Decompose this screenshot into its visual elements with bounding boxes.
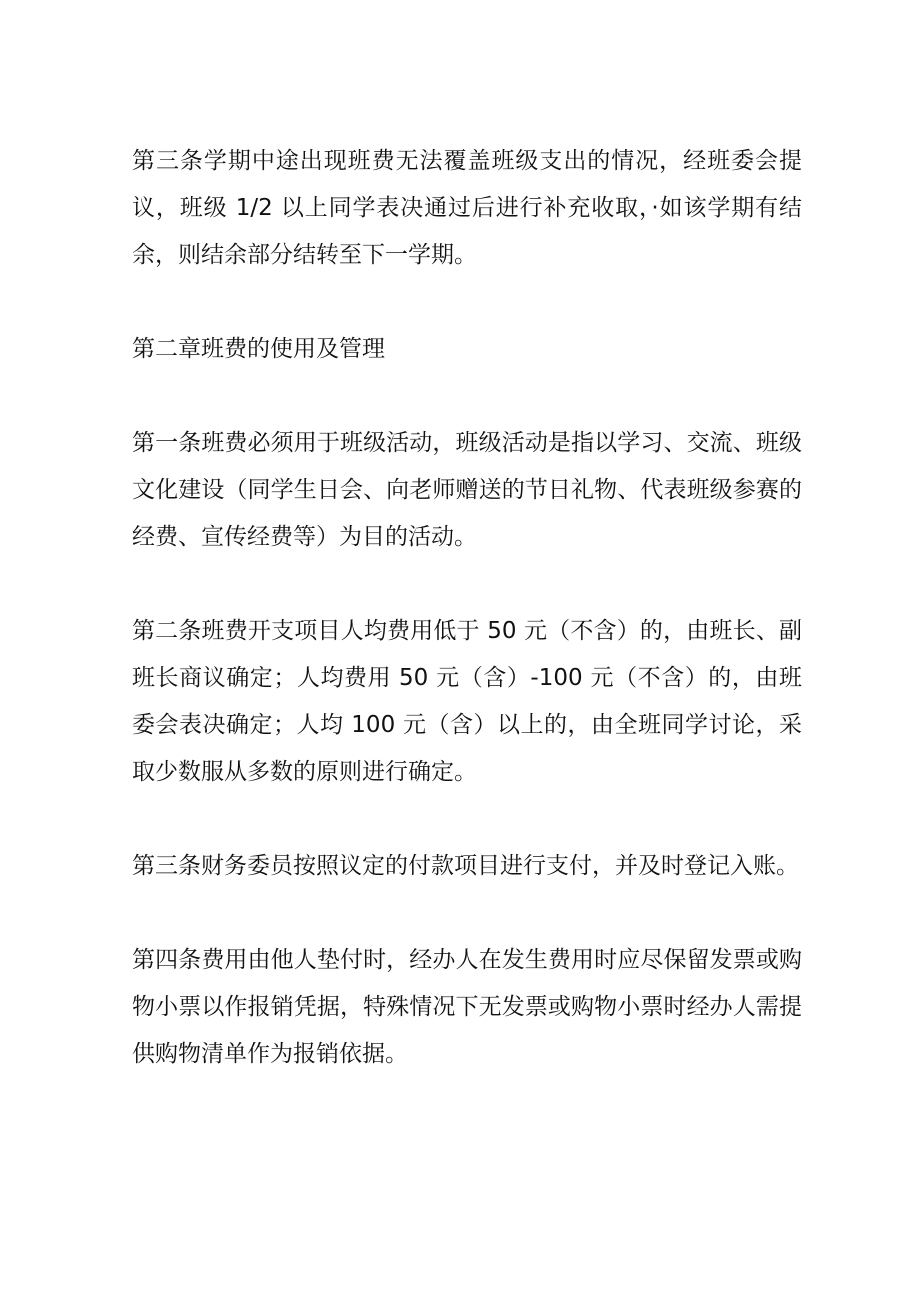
article-2-approval-paragraph: 第二条班费开支项目人均费用低于 50 元（不含）的，由班长、副班长商议确定；人均费用 50 元（含）-100 元（不含）的，由班委会表决确定；人均 100 元（含）以上的，由全班同学讨论，采取少数服从多数的原则进行确定。 xyxy=(132,618,802,785)
paragraph-spacer xyxy=(132,373,802,420)
article-3-payment-paragraph: 第三条财务委员按照议定的付款项目进行支付，并及时登记入账。 xyxy=(132,853,799,879)
article-1-use-paragraph: 第一条班费必须用于班级活动，班级活动是指以学习、交流、班级文化建设（同学生日会、向老师赠送的节日礼物、代表班级参赛的经费、宣传经费等）为目的活动。 xyxy=(132,430,802,550)
document-body xyxy=(132,138,802,1078)
chapter-2-title: 第二章班费的使用及管理 xyxy=(132,336,385,362)
paragraph-spacer xyxy=(132,561,802,608)
paragraph-spacer xyxy=(132,279,802,326)
paragraph-spacer xyxy=(132,890,802,937)
article-3-term-paragraph: 第三条学期中途出现班费无法覆盖班级支出的情况，经班委会提议，班级 1/2 以上同学表决通过后进行补充收取，·如该学期有结余，则结余部分结转至下一学期。 xyxy=(132,148,802,268)
paragraph-spacer xyxy=(132,796,802,843)
article-4-advance-paragraph: 第四条费用由他人垫付时，经办人在发生费用时应尽保留发票或购物小票以作报销凭据，特殊情况下无发票或购物小票时经办人需提供购物清单作为报销依据。 xyxy=(132,947,802,1067)
